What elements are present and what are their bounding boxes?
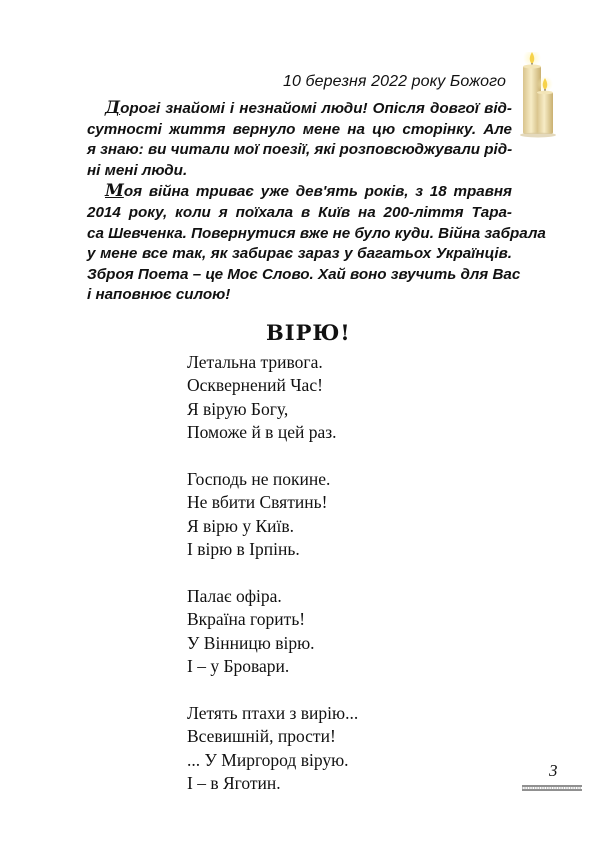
intro-line: Моя війна триває уже дев'ять років, з 18 травня <box>105 181 512 202</box>
poem-line: Осквернений Час! <box>187 375 323 396</box>
intro-line: Дорогі знайомі і незнайомі люди! Опісля довгої від- <box>105 98 512 118</box>
poem-line: Летальна тривога. <box>187 352 323 372</box>
poem-line: Господь не покине. <box>187 469 331 490</box>
intro-line: 2014 року, коли я поїхала в Київ на 200-ліття Тара- <box>87 203 512 221</box>
poem-line: І – в Яготин. <box>187 773 281 794</box>
poem-line: Палає офіра. <box>187 586 282 607</box>
poem-line: Летять птахи з вирію... <box>187 703 359 724</box>
poem-stanza <box>187 585 358 679</box>
intro-paragraph-2 <box>87 181 546 306</box>
poem-line: Всевишній, прости! <box>187 726 336 747</box>
intro-text <box>87 98 546 306</box>
poem-stanza <box>187 351 358 445</box>
intro-line: ні мені люди. <box>87 161 188 179</box>
footer-rule-ornament <box>522 785 582 791</box>
poem-line: Вкраїна горить! <box>187 609 306 630</box>
poem-stanza <box>187 468 358 562</box>
poem-line: ... У Миргород вірую. <box>187 749 349 770</box>
intro-line: я знаю: ви читали мої поезії, які розповсюджували рід- <box>87 141 513 159</box>
poem-stanza <box>187 702 358 796</box>
intro-line: сутності життя вернуло мене на цю сторінку. Але <box>87 120 512 138</box>
intro-line: у мене все так, як забирає зараз у багатьох Українців. <box>87 245 512 263</box>
poem-title: ВІРЮ! <box>266 320 351 345</box>
dedication-date: 10 березня 2022 року Божого <box>282 73 506 90</box>
poem-body <box>187 351 358 819</box>
page-number: 3 <box>549 761 558 780</box>
poem-line: У Вінницю вірю. <box>187 632 315 653</box>
dropcap-letter: Д <box>105 98 121 118</box>
intro-line: са Шевченка. Повернутися вже не було куди. Війна забрала <box>87 224 546 242</box>
poem-line: І вірю в Ірпінь. <box>187 539 300 560</box>
poem-line: Я вірую Богу, <box>187 398 289 419</box>
dropcap-letter: М <box>105 181 124 202</box>
poem-line: І – у Бровари. <box>187 656 290 677</box>
intro-paragraph-1 <box>87 98 512 181</box>
intro-line: Зброя Поета – це Моє Слово. Хай воно звучить для Вас <box>87 265 521 283</box>
poem-line: Поможе й в цей раз. <box>187 422 337 443</box>
poem-line: Не вбити Святинь! <box>187 492 328 513</box>
candles-icon <box>516 52 560 138</box>
intro-line: і наповнює силою! <box>87 286 231 304</box>
poem-line: Я вірю у Київ. <box>187 515 295 536</box>
